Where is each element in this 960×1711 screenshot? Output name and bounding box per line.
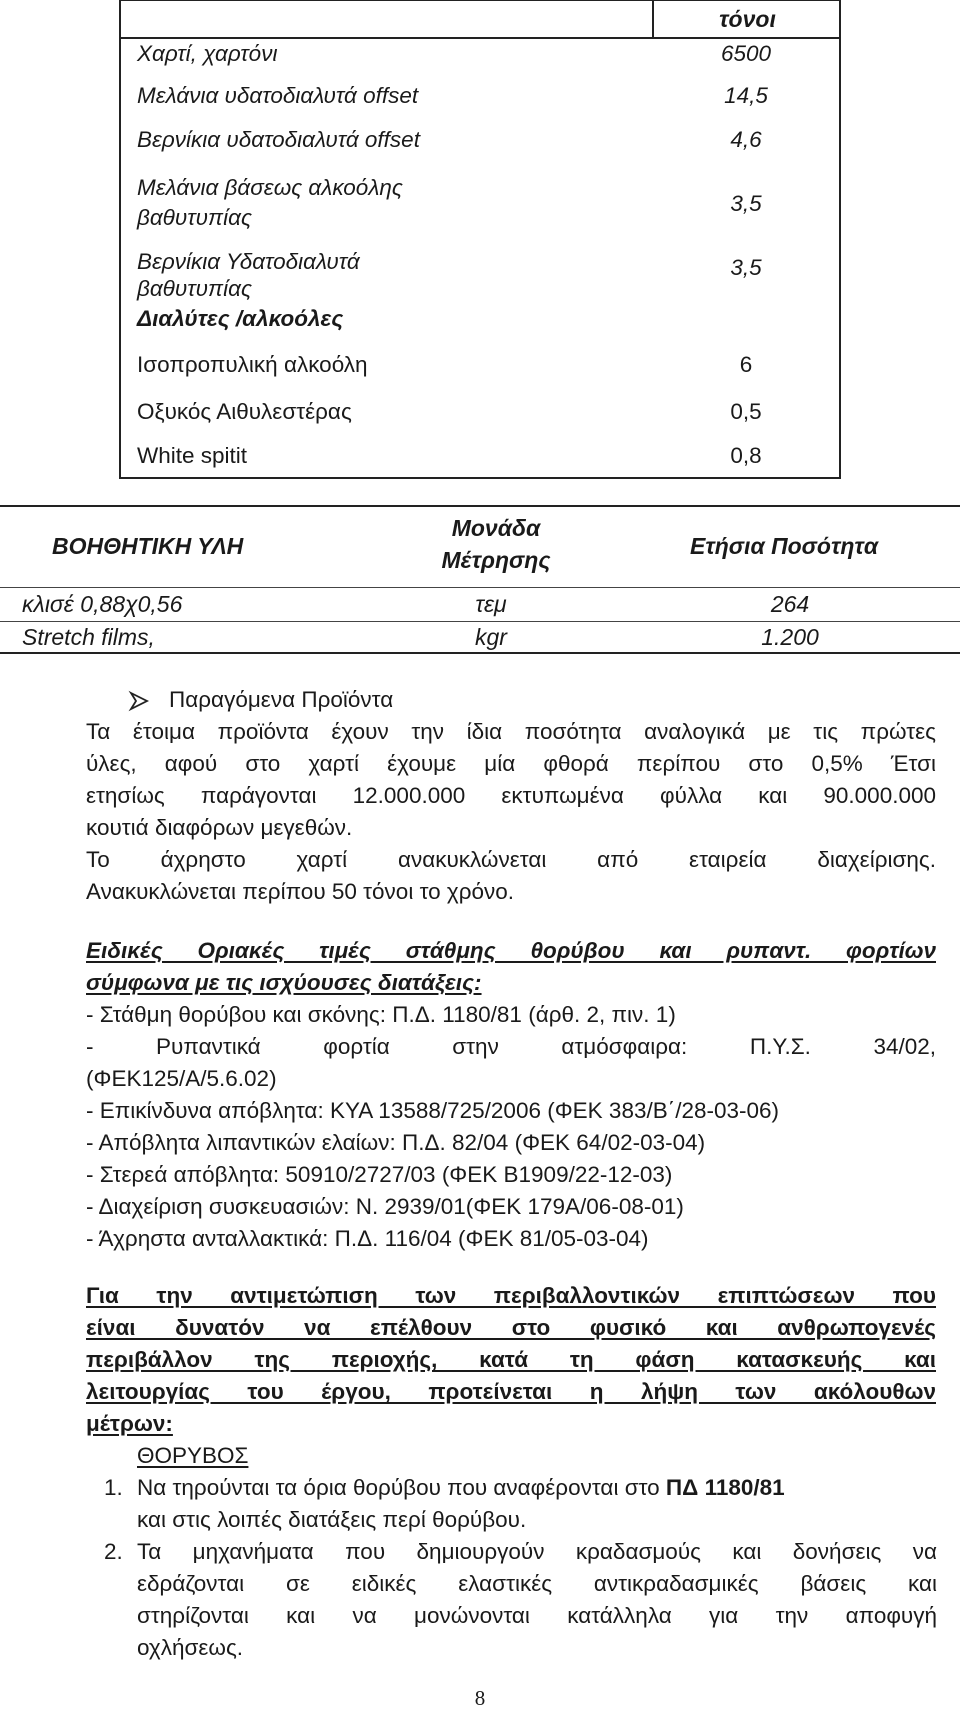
unit-header: τόνοι — [719, 6, 776, 32]
list-item-cont: οχλήσεως. — [137, 1635, 244, 1660]
limits-heading: Ειδικές Οριακές τιμές στάθμης θορύβου και ρυπαντ. φορτίων — [86, 938, 936, 963]
aux-material: κλισέ 0,88χ0,56 — [22, 591, 183, 617]
arrow-bullet-icon — [128, 690, 150, 712]
products-line: κουτιά διαφόρων μεγεθών. — [86, 815, 353, 840]
aux-quantity: 1.200 — [761, 624, 819, 650]
material-label: Μελάνια υδατοδιαλυτά offset — [137, 83, 419, 108]
list-item-cont: εδράζονται σε ειδικές ελαστικές αντικραδασμικές βάσεις και — [137, 1571, 937, 1596]
products-line: ύλες, αφού στο χαρτί έχουμε μία φθορά περίπου στο 0,5% Έτσι — [86, 751, 936, 776]
material-value: 0,5 — [730, 399, 762, 424]
material-label: Μελάνια βάσεως αλκοόλης — [137, 175, 403, 200]
list-item — [137, 1472, 937, 1504]
limits-item: - Επικίνδυνα απόβλητα: ΚΥΑ 13588/725/2006 (ΦΕΚ 383/Β΄/28-03-06) — [86, 1098, 780, 1123]
material-value: 3,5 — [730, 191, 762, 216]
limits-item: (ΦΕΚ125/Α/5.6.02) — [86, 1066, 277, 1091]
limits-item: - Διαχείριση συσκευασιών: Ν. 2939/01(ΦΕΚ 179Α/06-08-01) — [86, 1194, 684, 1219]
aux-unit: τεμ — [475, 591, 507, 617]
products-heading: Παραγόμενα Προϊόντα — [169, 687, 394, 712]
row-divider — [0, 587, 960, 588]
list-item-text: Να τηρούνται τα όρια θορύβου που αναφέρονται στο — [137, 1475, 666, 1500]
limits-item: - Άχρηστα ανταλλακτικά: Π.Δ. 116/04 (ΦΕΚ 81/05-03-04) — [86, 1226, 649, 1251]
material-label: White spitit — [137, 443, 248, 468]
material-value: 0,8 — [730, 443, 762, 468]
measures-heading: μέτρων: — [86, 1411, 173, 1436]
material-label-cont: βαθυτυπίας — [137, 205, 252, 230]
material-value: 6 — [739, 352, 753, 377]
material-category: Διαλύτες /αλκοόλες — [137, 306, 344, 331]
material-value: 6500 — [720, 41, 772, 66]
limits-heading-cont: σύμφωνα με τις ισχύουσες διατάξεις: — [86, 970, 482, 995]
header-quantity: Ετήσια Ποσότητα — [690, 533, 879, 559]
limits-item: - Ρυπαντικά φορτία στην ατμόσφαιρα: Π.Υ.Σ. 34/02, — [86, 1034, 936, 1059]
material-label: Βερνίκια υδατοδιαλυτά offset — [137, 127, 420, 152]
products-line: Τα έτοιμα προϊόντα έχουν την ίδια ποσότητα αναλογικά με τις πρώτες — [86, 719, 936, 744]
auxiliary-materials-table — [0, 505, 960, 654]
products-line: Το άχρηστο χαρτί ανακυκλώνεται από εταιρεία διαχείρισης. — [86, 847, 936, 872]
header-unit-line2: Μέτρησης — [441, 547, 551, 573]
law-reference: ΠΔ 1180/81 — [665, 1475, 785, 1500]
material-value: 4,6 — [730, 127, 762, 152]
list-item-cont: και στις λοιπές διατάξεις περί θορύβου. — [137, 1507, 527, 1532]
measures-heading: περιβάλλον της περιοχής, κατά τη φάση κατασκευής και — [86, 1347, 936, 1372]
header-unit-line1: Μονάδα — [451, 515, 541, 541]
measures-heading: Για την αντιμετώπιση των περιβαλλοντικών επιπτώσεων που — [86, 1283, 936, 1308]
material-label: Οξυκός Αιθυλεστέρας — [137, 399, 352, 424]
products-line: ετησίως παράγονται 12.000.000 εκτυπωμένα φύλλα και 90.000.000 — [86, 783, 936, 808]
header-material: ΒΟΗΘΗΤΙΚΗ ΥΛΗ — [52, 533, 244, 559]
material-label: Ισοπροπυλική αλκοόλη — [137, 352, 368, 377]
measures-heading: λειτουργίας του έργου, προτείνεται η λήψη των ακόλουθων — [86, 1379, 936, 1404]
aux-material: Stretch films, — [22, 624, 155, 650]
material-value: 3,5 — [730, 255, 762, 280]
limits-item: - Απόβλητα λιπαντικών ελαίων: Π.Δ. 82/04 (ΦΕΚ 64/02-03-04) — [86, 1130, 706, 1155]
table-row — [121, 247, 839, 301]
limits-item: - Στάθμη θορύβου και σκόνης: Π.Δ. 1180/81 (άρθ. 2, πιν. 1) — [86, 1002, 676, 1027]
aux-quantity: 264 — [770, 591, 810, 617]
list-item-cont: στηρίζονται και να μονώνονται κατάλληλα για την αποφυγή — [137, 1603, 937, 1628]
list-number: 1. — [104, 1475, 123, 1500]
limits-item: - Στερεά απόβλητα: 50910/2727/03 (ΦΕΚ Β1909/22-12-03) — [86, 1162, 673, 1187]
aux-unit: kgr — [475, 624, 507, 650]
material-label: Βερνίκια Υδατοδιαλυτά — [137, 249, 360, 274]
material-value: 14,5 — [724, 83, 768, 108]
list-item: Τα μηχανήματα που δημιουργούν κραδασμούς και δονήσεις να — [137, 1539, 937, 1564]
material-label: Χαρτί, χαρτόνι — [137, 41, 278, 66]
products-line: Ανακυκλώνεται περίπου 50 τόνοι το χρόνο. — [86, 879, 515, 904]
column-divider — [652, 1, 654, 37]
section-title-noise: ΘΟΡΥΒΟΣ — [137, 1443, 249, 1468]
list-number: 2. — [104, 1539, 123, 1564]
page-number: 8 — [474, 1686, 486, 1710]
material-label-cont: βαθυτυπίας — [137, 276, 252, 301]
materials-table — [119, 0, 841, 479]
materials-table-header — [121, 1, 839, 39]
measures-heading: είναι δυνατόν να επέλθουν στο φυσικό και ανθρωπογενές — [86, 1315, 936, 1340]
